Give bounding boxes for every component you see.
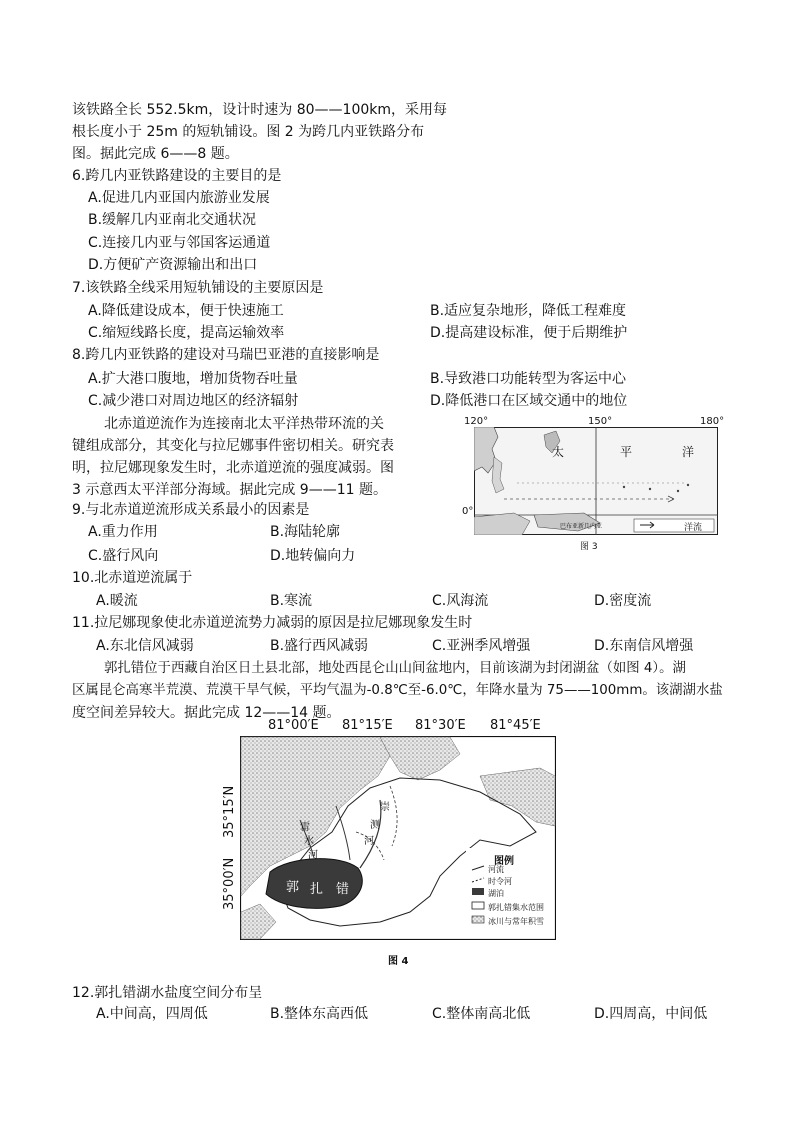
fig3-ocean-char-3: 洋 <box>682 445 695 459</box>
fig4-legend-catchment: 郭扎错集水范围 <box>488 903 544 912</box>
fig4-lake-char-1: 郭 <box>286 880 300 895</box>
fig4-legend-seasonal-river: 时令河 <box>488 877 512 886</box>
question-10-option-c: C.风海流 <box>432 593 489 609</box>
fig4-river1-char-3: 河 <box>308 850 318 861</box>
fig4-river1-char-2: 水 <box>304 836 314 847</box>
fig3-lon-120: 120° <box>464 416 489 427</box>
fig4-river1-char-1: 雷 <box>300 822 310 833</box>
question-9-option-a: A.重力作用 <box>88 524 158 540</box>
question-9-option-b: B.海陆轮廓 <box>270 524 341 540</box>
para2-line-3: 明，拉尼娜现象发生时，北赤道逆流的强度减弱。图 <box>72 460 394 476</box>
question-12-stem: 12.郭扎错湖水盐度空间分布呈 <box>72 985 263 1001</box>
question-6-stem: 6.跨几内亚铁路建设的主要目的是 <box>72 168 282 184</box>
fig3-lat-0: 0° <box>462 506 474 517</box>
intro-line-2: 根长度小于 25m 的短轨铺设。图 2 为跨几内亚铁路分布 <box>72 124 425 140</box>
question-7-option-d: D.提高建设标准，便于后期维护 <box>430 325 628 341</box>
fig3-lon-150: 150° <box>588 416 613 427</box>
question-9-stem: 9.与北赤道逆流形成关系最小的因素是 <box>72 502 310 518</box>
para3-line-1: 郭扎错位于西藏自治区日土县北部，地处西昆仑山山间盆地内，目前该湖为封闭湖盆（如图 4）。湖 <box>104 661 686 676</box>
fig4-lat-35-15: 35°15′N <box>222 785 237 838</box>
question-8-option-b: B.导致港口功能转型为客运中心 <box>430 371 627 387</box>
intro-line-1: 该铁路全长 552.5km，设计时速为 80——100km，采用每 <box>72 102 448 118</box>
question-9-option-c: C.盛行风向 <box>88 548 159 564</box>
question-11-option-a: A.东北信风减弱 <box>96 638 194 654</box>
para2-line-2: 键组成部分，其变化与拉尼娜事件密切相关。研究表 <box>72 438 394 454</box>
question-8-option-a: A.扩大港口腹地，增加货物吞吐量 <box>88 371 298 387</box>
question-7-option-c: C.缩短线路长度，提高运输效率 <box>88 325 285 341</box>
question-11-option-b: B.盛行西风减弱 <box>270 638 369 654</box>
fig4-river2-char-1: 崇 <box>380 802 390 813</box>
question-12-option-a: A.中间高，四周低 <box>96 1006 208 1022</box>
question-12-option-d: D.四周高，中间低 <box>594 1006 708 1022</box>
fig4-legend-title: 图例 <box>494 856 514 867</box>
question-7-option-a: A.降低建设成本，便于快速施工 <box>88 303 284 319</box>
figure-4-map <box>240 736 556 940</box>
fig4-lon-81-15: 81°15′E <box>342 718 393 733</box>
figure-3-map <box>474 427 718 535</box>
fig4-river2-char-2: 测 <box>370 820 380 831</box>
intro-line-3: 图。据此完成 6——8 题。 <box>72 146 239 162</box>
fig4-river2-char-3: 河 <box>364 836 374 847</box>
question-11-option-d: D.东南信风增强 <box>594 638 694 654</box>
question-7-stem: 7.该铁路全线采用短轨铺设的主要原因是 <box>72 280 324 296</box>
question-6-option-b: B.缓解几内亚南北交通状况 <box>88 212 257 228</box>
fig4-lat-35-00: 35°00′N <box>222 857 237 910</box>
fig4-lake-char-3: 错 <box>336 882 350 897</box>
question-12-option-c: C.整体南高北低 <box>432 1006 531 1022</box>
fig4-lake-char-2: 扎 <box>310 882 324 897</box>
question-10-stem: 10.北赤道逆流属于 <box>72 570 193 586</box>
fig4-caption: 图 4 <box>388 956 409 967</box>
question-8-option-d: D.降低港口在区域交通中的地位 <box>430 393 628 409</box>
fig3-caption: 图 3 <box>580 542 598 552</box>
question-9-option-d: D.地转偏向力 <box>270 548 356 564</box>
question-6-option-a: A.促进几内亚国内旅游业发展 <box>88 190 270 206</box>
question-6-option-c: C.连接几内亚与邻国客运通道 <box>88 235 271 251</box>
fig3-legend-label: 洋流 <box>684 523 703 533</box>
para3-line-3: 度空间差异较大。据此完成 12——14 题。 <box>72 705 341 721</box>
fig4-legend-glacier: 冰川与常年积雪 <box>488 917 544 926</box>
fig3-ocean-char-2: 平 <box>620 445 633 459</box>
fig4-lon-81-00: 81°00′E <box>268 718 319 733</box>
question-10-option-b: B.寒流 <box>270 593 313 609</box>
fig4-lon-81-30: 81°30′E <box>415 718 466 733</box>
question-6-option-d: D.方便矿产资源输出和出口 <box>88 257 258 273</box>
fig4-legend-lake: 湖泊 <box>488 889 504 898</box>
fig3-place-label: 巴布亚新几内亚 <box>560 523 603 530</box>
question-10-option-d: D.密度流 <box>594 593 652 609</box>
question-8-stem: 8.跨几内亚铁路的建设对马瑞巴亚港的直接影响是 <box>72 347 380 363</box>
fig3-lon-180: 180° <box>700 416 725 427</box>
question-11-stem: 11.拉尼娜现象使北赤道逆流势力减弱的原因是拉尼娜现象发生时 <box>72 615 473 631</box>
question-7-option-b: B.适应复杂地形，降低工程难度 <box>430 303 627 319</box>
para3-line-2: 区属昆仑高寒半荒漠、荒漠干旱气候，平均气温为-0.8℃至-6.0℃，年降水量为 75——100mm。该湖湖水盐 <box>72 683 723 698</box>
para2-line-4: 3 示意西太平洋部分海域。据此完成 9——11 题。 <box>72 482 387 498</box>
para2-line-1: 北赤道逆流作为连接南北太平洋热带环流的关 <box>104 416 384 432</box>
fig3-ocean-char-1: 太 <box>552 445 565 459</box>
question-11-option-c: C.亚洲季风增强 <box>432 638 531 654</box>
fig4-legend-river: 河流 <box>488 865 504 874</box>
question-8-option-c: C.减少港口对周边地区的经济辐射 <box>88 393 299 409</box>
question-10-option-a: A.暖流 <box>96 593 138 609</box>
question-12-option-b: B.整体东高西低 <box>270 1006 369 1022</box>
fig4-lon-81-45: 81°45′E <box>490 718 541 733</box>
